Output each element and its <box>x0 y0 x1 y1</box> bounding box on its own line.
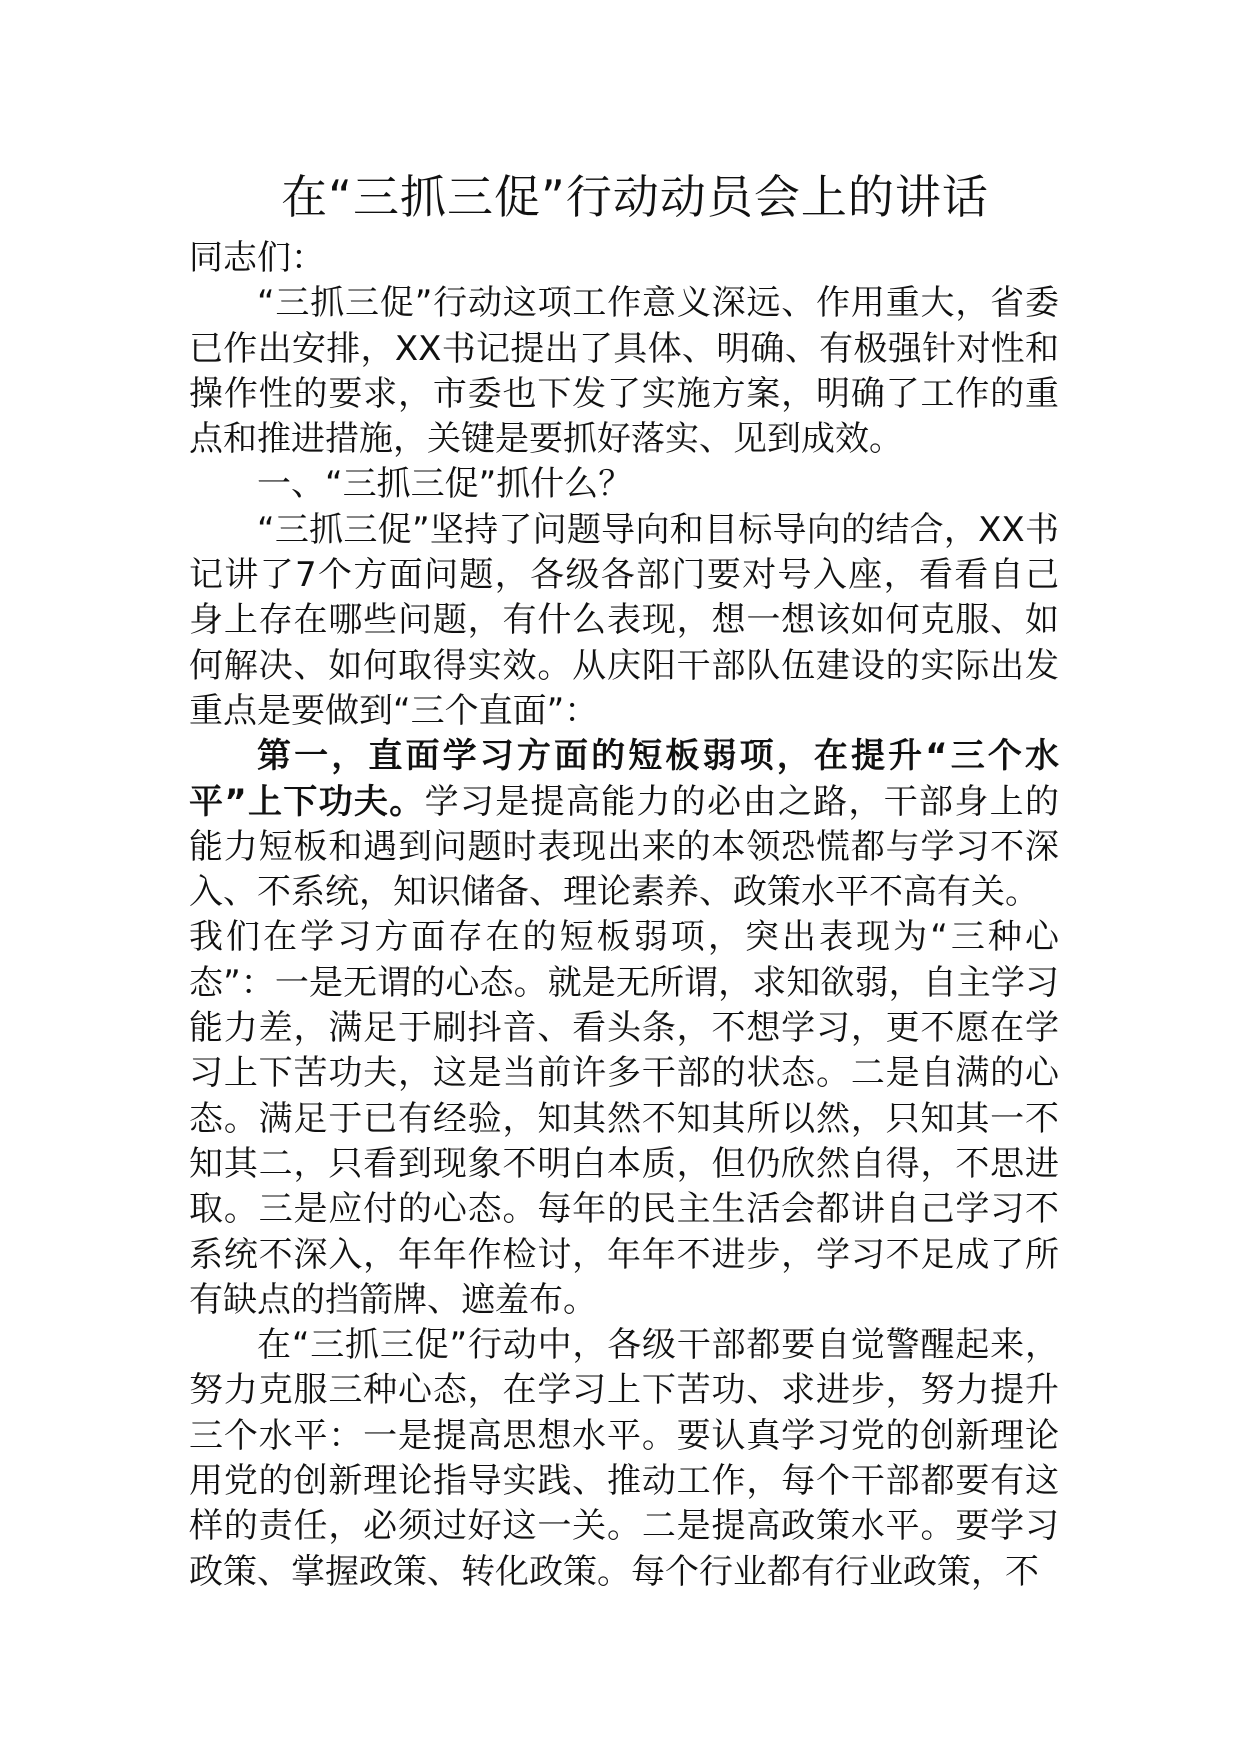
document-page <box>189 160 1059 1595</box>
paragraph-intro: “三抓三促”行动这项工作意义深远、作用重大，省委已作出安排，XX书记提出了具体、明确、有极强针对性和操作性的要求，市委也下发了实施方案，明确了工作的重点和推进措施，关键是要抓好落实、见到成效。 <box>189 283 1059 460</box>
paragraph-three-levels: 在“三抓三促”行动中，各级干部都要自觉警醒起来，努力克服三种心态，在学习上下苦功、求进步，努力提升三个水平：一是提高思想水平。要认真学习党的创新理论用党的创新理论指导实践、推动工作，每个干部都要有这样的责任，必须过好这一关。二是提高政策水平。要学习政策、掌握政策、转化政策。每个行业都有行业政策，不 <box>189 1325 1059 1592</box>
paragraph-point-one <box>189 734 1059 915</box>
point-one-lead: 第一，直面学习方面的短板弱项，在提升“三个水平”上下功夫。 <box>189 736 1059 822</box>
section-heading-1: 一、“三抓三促”抓什么？ <box>257 464 633 505</box>
document-title: 在“三抓三促”行动动员会上的讲话 <box>281 170 989 224</box>
paragraph-three-faces: “三抓三促”坚持了问题导向和目标导向的结合，XX书记讲了7个方面问题，各级各部门要对号入座，看看自己身上存在哪些问题，有什么表现，想一想该如何克服、如何解决、如何取得实效。从庆阳干部队伍建设的实际出发重点是要做到“三个直面”： <box>189 509 1059 731</box>
point-one-text: 学习是提高能力的必由之路，干部身上的能力短板和遇到问题时表现出来的本领恐慌都与学习不深入、不系统，知识储备、理论素养、政策水平不高有关。 <box>189 781 1059 913</box>
salutation: 同志们： <box>189 238 325 278</box>
paragraph-three-mindsets: 我们在学习方面存在的短板弱项，突出表现为“三种心态”：一是无谓的心态。就是无所谓，求知欲弱，自主学习能力差，满足于刷抖音、看头条，不想学习，更不愿在学习上下苦功夫，这是当前许多干部的状态。二是自满的心态。满足于已有经验，知其然不知其所以然，只知其一不知其二，只看到现象不明白本质，但仍欣然自得，不思进取。三是应付的心态。每年的民主生活会都讲自己学习不系统不深入，年年作检讨，年年不进步，学习不足成了所有缺点的挡箭牌、遮羞布。 <box>189 917 1059 1320</box>
